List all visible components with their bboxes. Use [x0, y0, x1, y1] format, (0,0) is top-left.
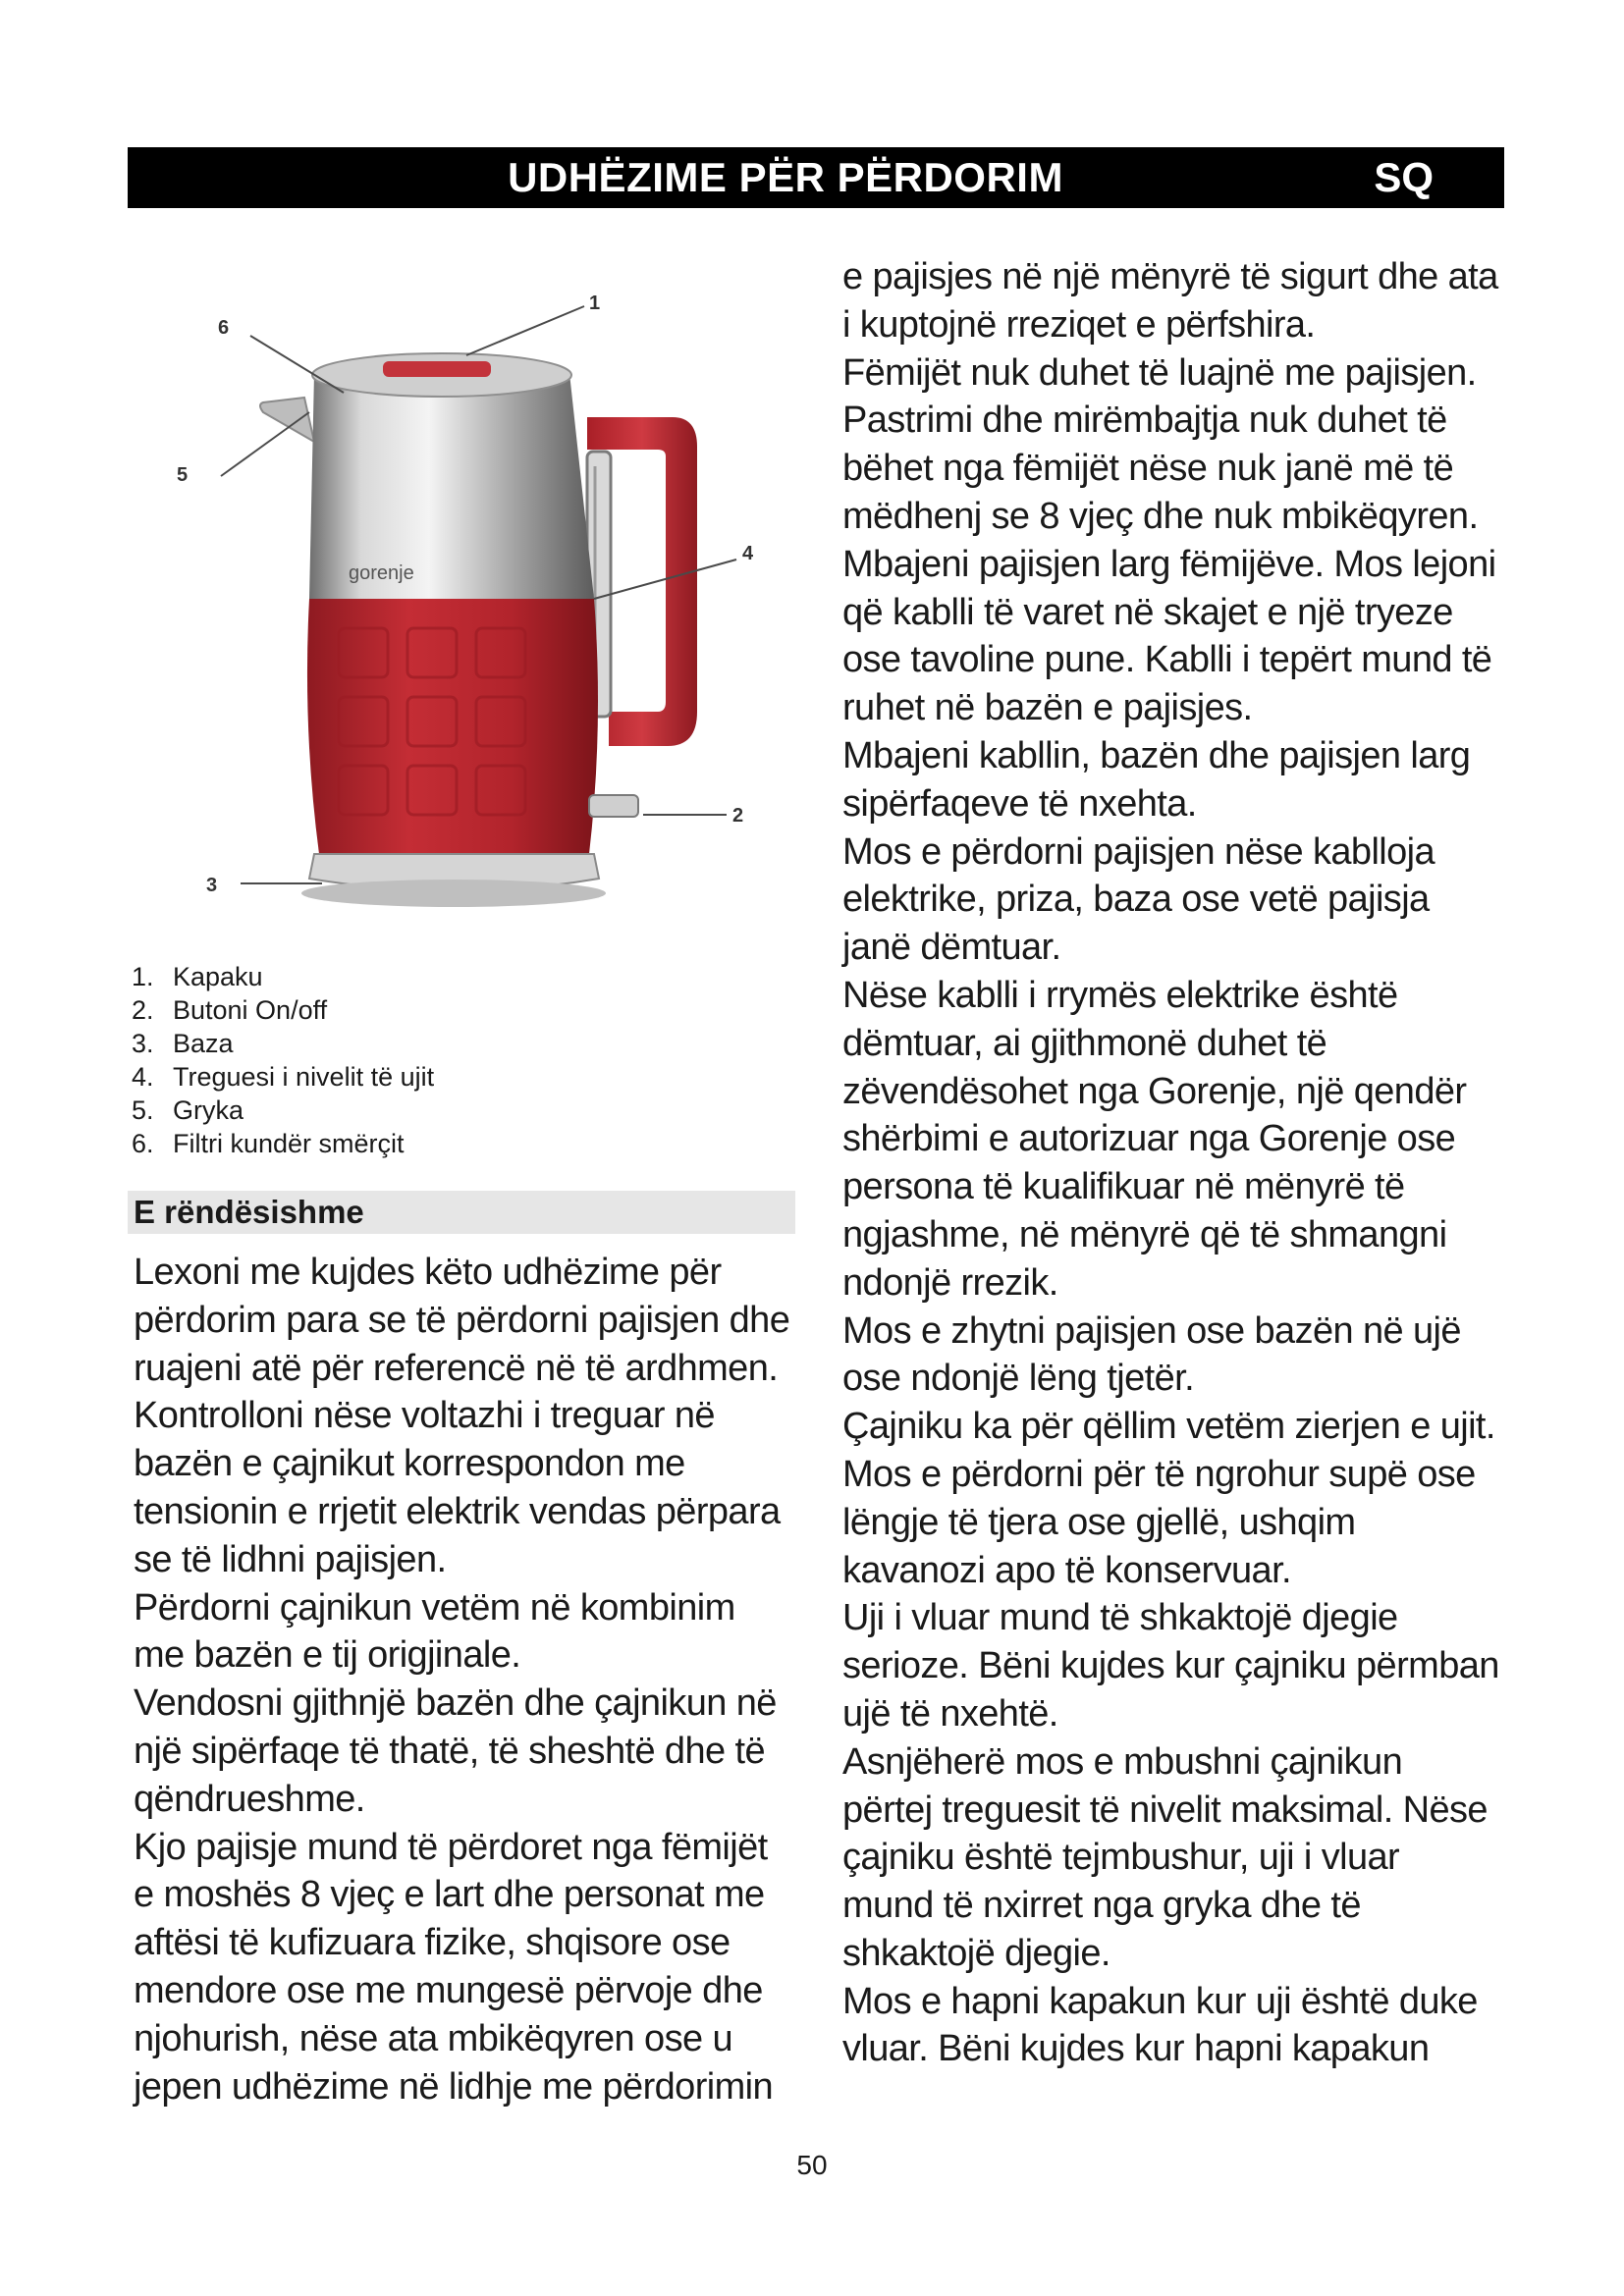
part-item: [132, 1027, 434, 1060]
header-title: UDHËZIME PËR PËRDORIM: [508, 154, 1063, 200]
part-number: 6.: [132, 1129, 154, 1158]
part-number: 5.: [132, 1095, 154, 1125]
text-line: Uji i vluar mund të shkaktojë djegie: [842, 1597, 1398, 1639]
text-line: Kontrolloni nëse voltazhi i treguar në: [134, 1395, 715, 1437]
text-line: i kuptojnë rreziqet e përfshira.: [842, 303, 1316, 346]
text-line: ujë të nxehtë.: [842, 1692, 1058, 1735]
text-line: Çajniku ka për qëllim vetëm zierjen e ujit.: [842, 1406, 1495, 1448]
text-line: ndonjë rrezik.: [842, 1261, 1058, 1304]
kettle-figure: [147, 265, 785, 972]
text-line: kavanozi apo të konservuar.: [842, 1549, 1291, 1591]
paragraph: [842, 828, 1530, 972]
text-line: shërbimi e autorizuar nga Gorenje ose: [842, 1118, 1456, 1160]
paragraph: [842, 253, 1530, 349]
text-line: sipërfaqeve të nxehta.: [842, 782, 1197, 825]
text-line: dëmtuar, ai gjithmonë duhet të: [842, 1022, 1327, 1064]
text-line: lëngje të tjera ose gjellë, ushqim: [842, 1501, 1356, 1543]
left-column: [134, 1249, 821, 2110]
text-line: e pajisjes në një mënyrë të sigurt dhe ata: [842, 256, 1498, 297]
text-line: Mos e përdorni pajisjen nëse kablloja: [842, 830, 1435, 873]
callout-3: 3: [206, 875, 218, 896]
text-line: persona të kualifikuar në mënyrë të: [842, 1166, 1405, 1208]
text-line: me bazën e tij origjinale.: [134, 1634, 521, 1677]
text-line: e moshës 8 vjeç e lart dhe personat me: [134, 1874, 765, 1916]
text-line: aftësi të kufizuara fizike, shqisore ose: [134, 1922, 731, 1964]
paragraph: [134, 1249, 821, 1392]
lid-button: [383, 361, 491, 377]
paragraph: [842, 1978, 1530, 2074]
text-line: qëndrueshme.: [134, 1778, 365, 1820]
text-line: Fëmijët nuk duhet të luajnë me pajisjen.: [842, 351, 1477, 394]
text-line: që kablli të varet në skajet e një tryeze: [842, 591, 1453, 633]
text-line: Mos e zhytni pajisjen ose bazën në ujë: [842, 1309, 1461, 1352]
text-line: mund të nxirret nga gryka dhe të: [842, 1885, 1361, 1927]
paragraph: [842, 1594, 1530, 1737]
right-column: [842, 253, 1530, 2073]
language-code: SQ: [1374, 154, 1434, 200]
kettle-illustration: [147, 265, 785, 972]
paragraph: [134, 1392, 821, 1583]
page-number: 50: [796, 2150, 828, 2180]
part-number: 2.: [132, 995, 154, 1025]
on-off-switch: [589, 795, 638, 817]
text-line: Nëse kablli i rrymës elektrike është: [842, 974, 1398, 1016]
text-line: se të lidhni pajisjen.: [134, 1538, 447, 1580]
callout-1: 1: [589, 293, 601, 314]
text-line: Përdorni çajnikun vetëm në kombinim: [134, 1586, 735, 1629]
brand-logo: gorenje: [349, 562, 414, 584]
part-item: [132, 1060, 434, 1094]
text-line: ose tavoline pune. Kablli i tepërt mund të: [842, 639, 1492, 681]
text-line: jepen udhëzime në lidhje me përdorimin: [134, 2065, 774, 2108]
part-label: Butoni On/off: [173, 995, 328, 1025]
part-label: Filtri kundër smërçit: [173, 1129, 405, 1158]
callout-6: 6: [218, 317, 230, 339]
callout-2: 2: [732, 805, 744, 827]
text-line: shkaktojë djegie.: [842, 1932, 1110, 1974]
text-line: ose ndonjë lëng tjetër.: [842, 1358, 1195, 1400]
text-line: Vendosni gjithnjë bazën dhe çajnikun në: [134, 1682, 777, 1725]
text-line: përtej treguesit të nivelit maksimal. Nëse: [842, 1789, 1488, 1831]
text-line: ruajeni atë për referencë në të ardhmen.: [134, 1347, 779, 1389]
paragraph: [842, 732, 1530, 828]
parts-list: [132, 960, 434, 1160]
text-line: bazën e çajnikut korrespondon me: [134, 1443, 685, 1485]
paragraph: [842, 397, 1530, 540]
page-header: [128, 147, 1504, 208]
text-line: elektrike, priza, baza ose vetë pajisja: [842, 879, 1430, 921]
part-number: 1.: [132, 962, 154, 991]
text-line: vluar. Bëni kujdes kur hapni kapakun: [842, 2028, 1430, 2070]
text-line: tensionin e rrjetit elektrik vendas përpara: [134, 1490, 781, 1532]
text-line: njohurish, nëse ata mbikëqyren ose u: [134, 2017, 733, 2059]
paragraph: [134, 1824, 821, 2111]
text-line: Pastrimi dhe mirëmbajtja nuk duhet të: [842, 400, 1447, 442]
text-line: ruhet në bazën e pajisjes.: [842, 687, 1253, 729]
callout-5: 5: [177, 464, 189, 486]
section-heading: E rëndësishme: [128, 1191, 795, 1234]
text-line: janë dëmtuar.: [842, 927, 1061, 969]
part-label: Treguesi i nivelit të ujit: [173, 1062, 435, 1092]
part-label: Baza: [173, 1029, 234, 1058]
paragraph: [134, 1584, 821, 1681]
paragraph: [842, 541, 1530, 732]
text-line: ngjashme, në mënyrë që të shmangni: [842, 1213, 1447, 1255]
part-label: Kapaku: [173, 962, 263, 991]
text-line: Mos e hapni kapakun kur uji është duke: [842, 1980, 1478, 2022]
paragraph: [842, 1403, 1530, 1594]
part-item: [132, 1127, 434, 1160]
part-label: Gryka: [173, 1095, 244, 1125]
text-line: serioze. Bëni kujdes kur çajniku përmban: [842, 1645, 1499, 1687]
part-item: [132, 960, 434, 993]
text-line: bëhet nga fëmijët nëse nuk janë më të: [842, 448, 1454, 490]
text-line: çajniku është tejmbushur, uji i vluar: [842, 1837, 1400, 1879]
part-number: 3.: [132, 1029, 154, 1058]
paragraph: [842, 1308, 1530, 1404]
paragraph: [842, 1738, 1530, 1978]
text-line: mëdhenj se 8 vjeç dhe nuk mbikëqyren.: [842, 495, 1479, 537]
part-number: 4.: [132, 1062, 154, 1092]
paragraph: [842, 349, 1530, 398]
paragraph: [134, 1680, 821, 1823]
text-line: Mbajeni pajisjen larg fëmijëve. Mos lejoni: [842, 543, 1496, 585]
part-item: [132, 993, 434, 1027]
part-item: [132, 1094, 434, 1127]
callout-4: 4: [742, 543, 754, 564]
paragraph: [842, 972, 1530, 1308]
text-line: Mos e përdorni për të ngrohur supë ose: [842, 1453, 1476, 1495]
text-line: zëvendësohet nga Gorenje, një qendër: [842, 1070, 1467, 1112]
text-line: një sipërfaqe të thatë, të sheshtë dhe të: [134, 1730, 765, 1772]
text-line: Mbajeni kabllin, bazën dhe pajisjen larg: [842, 734, 1471, 776]
text-line: Asnjëherë mos e mbushni çajnikun: [842, 1740, 1403, 1783]
text-line: mendore ose me mungesë përvoje dhe: [134, 1969, 763, 2011]
spout: [260, 398, 314, 442]
text-line: Kjo pajisje mund të përdoret nga fëmijët: [134, 1826, 768, 1868]
text-line: përdorim para se të përdorni pajisjen dhe: [134, 1299, 790, 1341]
text-line: Lexoni me kujdes këto udhëzime për: [134, 1252, 722, 1293]
